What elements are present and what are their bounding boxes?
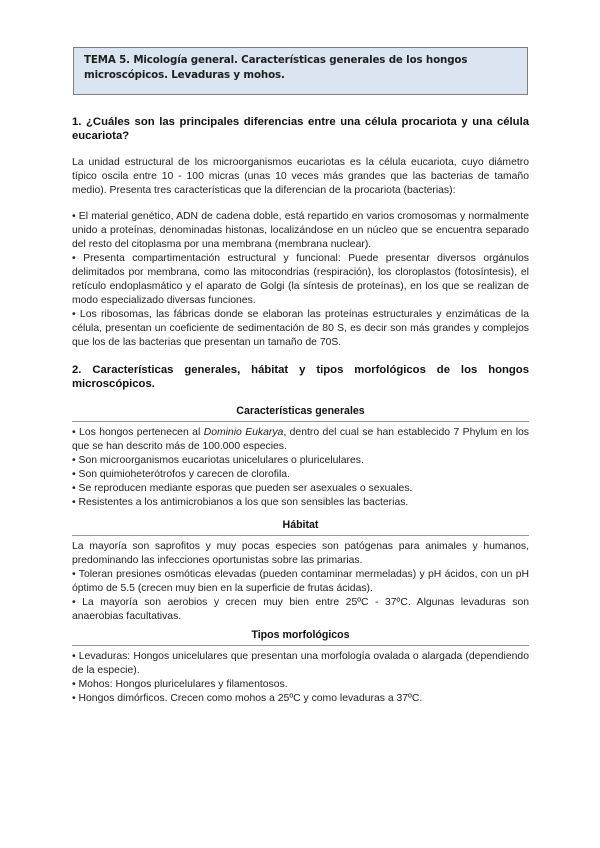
list-item-text: • Los hongos pertenecen al [72, 427, 204, 438]
list-item: • Toleran presiones osmóticas elevadas (pueden contaminar mermeladas) y pH ácidos, con un pH óptimo de 5.5 (crecen muy bien en la superficie de frutas ácidas). [72, 569, 529, 594]
caracteristicas-heading: Características generales [236, 405, 365, 417]
list-item: • Son microorganismos eucariotas unicelulares o pluricelulares. [72, 455, 364, 466]
list-item: • Presenta compartimentación estructural y funcional: Puede presentar diversos orgánulos delimitados por membrana, como las mitocondrias (respiración), los cloroplastos (fotosíntesis), el retículo endoplasmático y el aparato de Golgi (la síntesis de proteínas), en los que se realizan de modo especializado diversas funciones. [72, 253, 529, 306]
list-item: • Mohos: Hongos pluricelulares y filamentosos. [72, 679, 288, 690]
list-item: • Se reproducen mediante esporas que pueden ser asexuales o sexuales. [72, 483, 413, 494]
section-divider [72, 421, 529, 422]
document-content [72, 115, 529, 706]
title-box [73, 47, 528, 95]
question-2-heading: 2. Características generales, hábitat y tipos morfológicos de los hongos microscópicos. [72, 364, 529, 390]
eukaryote-features-list [72, 210, 529, 350]
section-divider [72, 535, 529, 536]
habitat-paragraph: La mayoría son saprofitos y muy pocas especies son patógenas para animales y humanos, predominando las infecciones oportunistas sobre las primarias. [72, 541, 529, 566]
list-item: • Son quimioheterótrofos y carecen de clorofila. [72, 469, 290, 480]
list-item [72, 426, 529, 454]
tipos-list [72, 650, 529, 706]
dominio-eukarya-term: Dominio Eukarya [203, 427, 284, 438]
list-item: • La mayoría son aerobios y crecen muy bien entre 25ºC - 37ºC. Algunas levaduras son anaerobias facultativas. [72, 597, 529, 622]
list-item: • Los ribosomas, las fábricas donde se elaboran las proteínas estructurales y enzimáticas de la célula, presentan un coeficiente de sedimentación de 80 S, es decir son más grandes y complejos que los de las bacterias que presentan un tamaño de 70S. [72, 309, 529, 348]
section-divider [72, 645, 529, 646]
list-item: • Hongos dimórficos. Crecen como mohos a 25ºC y como levaduras a 37ºC. [72, 693, 423, 704]
caracteristicas-list [72, 426, 529, 510]
list-item: • Resistentes a los antimicrobianos a los que son sensibles las bacterias. [72, 497, 409, 508]
question-1-intro: La unidad estructural de los microorganismos eucariotas es la célula eucariota, cuyo diámetro típico oscila entre 10 - 100 micras (unas 10 veces más grandes que las bacterias de tamaño medio). Presenta tres características que la diferencian de la procariota (bacterias): [72, 157, 529, 196]
habitat-heading: Hábitat [282, 519, 319, 531]
habitat-list [72, 568, 529, 624]
document-title: TEMA 5. Micología general. Características generales de los hongos microscópicos. Levaduras y mohos. [84, 54, 468, 81]
list-item: • El material genético, ADN de cadena doble, está repartido en varios cromosomas y normalmente unido a proteínas, denominadas histonas, localizándose en un núcleo que se encuentra separado del resto del citoplasma por una membrana (membrana nuclear). [72, 211, 529, 250]
tipos-heading: Tipos morfológicos [251, 629, 350, 641]
list-item: • Levaduras: Hongos unicelulares que presentan una morfología ovalada o alargada (dependiendo de la especie). [72, 651, 529, 676]
question-1-heading: 1. ¿Cuáles son las principales diferencias entre una célula procariota y una célula eucariota? [72, 116, 529, 142]
list-item-text: , dentro del cual se han establecido 7 Phylum en los que se han descrito más de 100.000 especies. [72, 427, 529, 452]
